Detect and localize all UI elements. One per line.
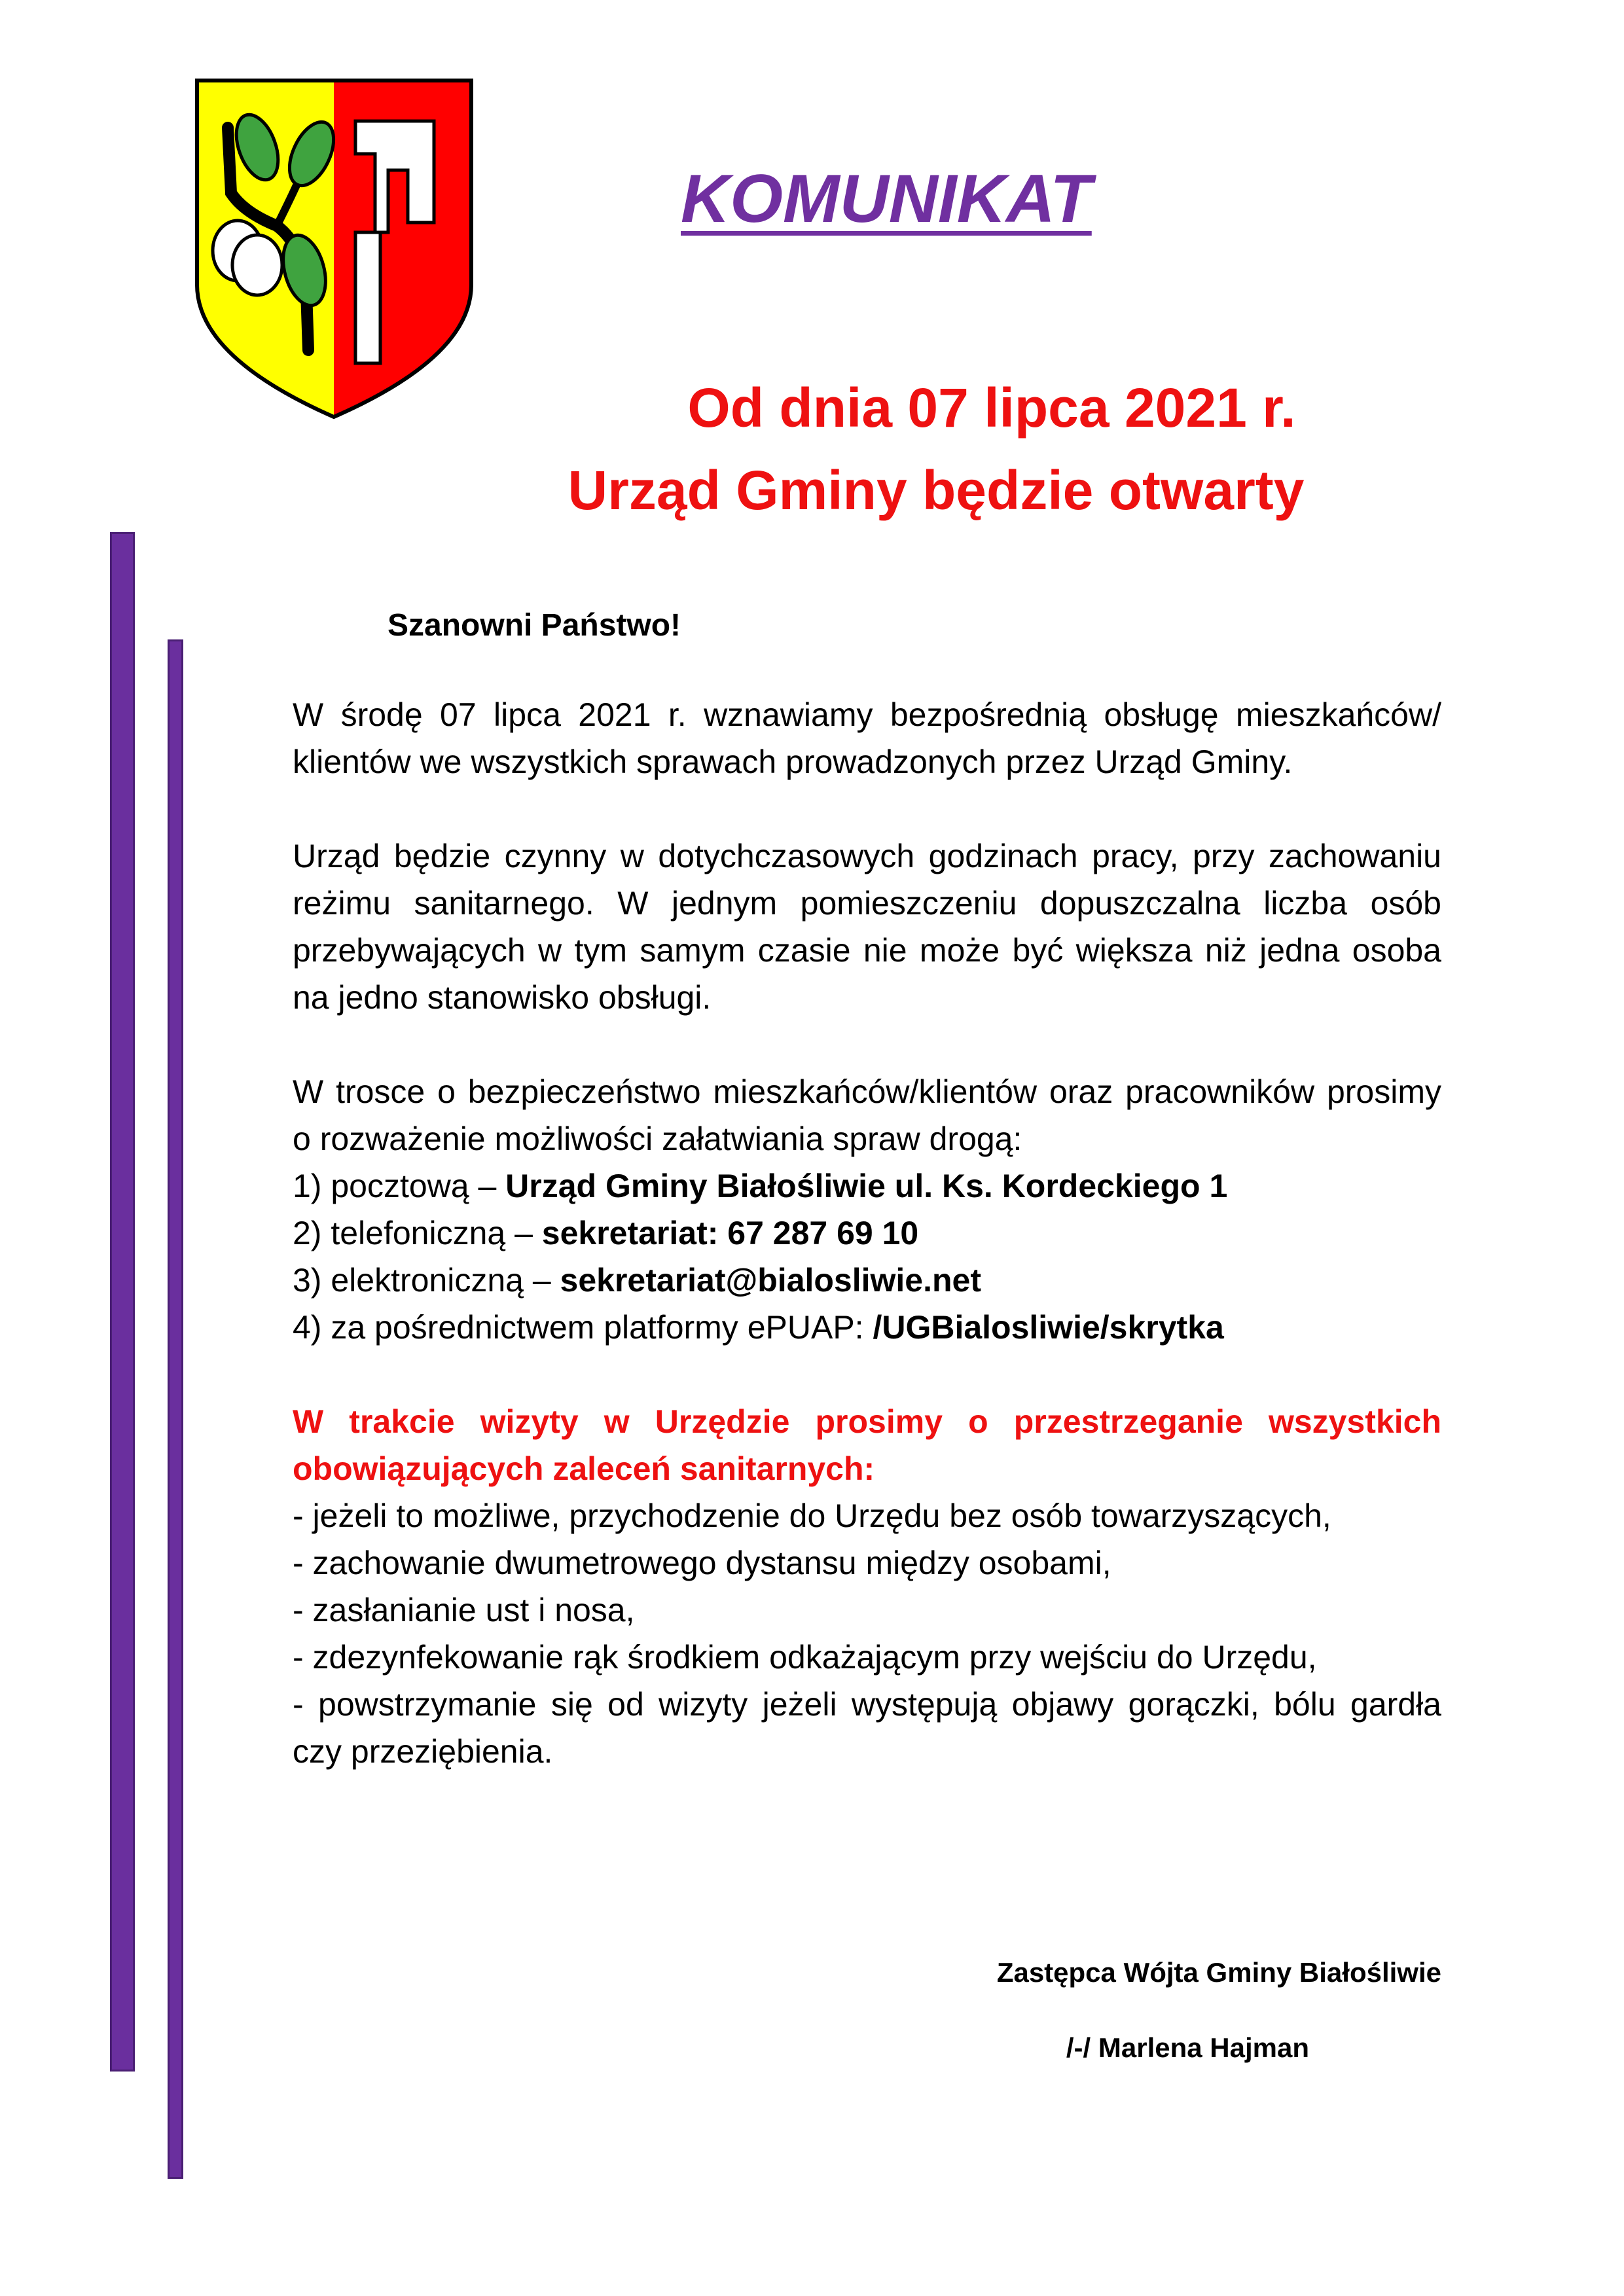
headline [458, 367, 1414, 531]
letter-body [293, 602, 1441, 1822]
decorative-bar-outer [110, 532, 135, 2072]
sanitary-item: - zasłanianie ust i nosa, [293, 1592, 635, 1628]
headline-line-2: Urząd Gminy będzie otwarty [568, 459, 1305, 521]
paragraph-reopening: W środę 07 lipca 2021 r. wznawiamy bezpośrednią obsługę mieszkańców/ klientów we wszystkich sprawach prowadzonych przez Urząd Gminy. [293, 696, 1441, 780]
contact-item: 3) elektroniczną – sekretariat@bialosliwie.net [293, 1262, 982, 1299]
sanitary-heading: W trakcie wizyty w Urzędzie prosimy o przestrzeganie wszystkich obowiązujących zaleceń sanitarnych: [293, 1403, 1441, 1487]
page-title: KOMUNIKAT [681, 161, 1092, 237]
sanitary-item: - zdezynfekowanie rąk środkiem odkażającym przy wejściu do Urzędu, [293, 1639, 1317, 1676]
sanitary-item: - powstrzymanie się od wizyty jeżeli występują objawy gorączki, bólu gardła czy przeziębienia. [293, 1686, 1441, 1770]
headline-line-1: Od dnia 07 lipca 2021 r. [687, 377, 1296, 439]
contact-item: 2) telefoniczną – sekretariat: 67 287 69 10 [293, 1215, 919, 1251]
sanitary-item: - zachowanie dwumetrowego dystansu między osobami, [293, 1545, 1111, 1581]
contact-item: 1) pocztową – Urząd Gminy Białośliwie ul. Ks. Kordeckiego 1 [293, 1168, 1228, 1204]
decorative-bar-inner [168, 639, 183, 2179]
coat-of-arms-logo [192, 75, 477, 422]
contact-item: 4) za pośrednictwem platformy ePUAP: /UGBialosliwie/skrytka [293, 1309, 1224, 1346]
greeting: Szanowni Państwo! [388, 608, 681, 643]
contacts-intro: W trosce o bezpieczeństwo mieszkańców/klientów oraz pracowników prosimy o rozważenie możliwości załatwiania spraw drogą: [293, 1073, 1441, 1157]
signature-name: /-/ Marlena Hajman [1066, 2032, 1309, 2063]
paragraph-hours: Urząd będzie czynny w dotychczasowych godzinach pracy, przy zachowaniu reżimu sanitarnego. W jednym pomieszczeniu dopuszczalna liczba osób przebywających w tym samym czasie nie może być większa niż jedna osoba na jedno stanowisko obsługi. [293, 838, 1441, 1016]
sanitary-item: - jeżeli to możliwe, przychodzenie do Urzędu bez osób towarzyszących, [293, 1498, 1331, 1534]
paragraph-sanitary [293, 1398, 1441, 1775]
signature-position: Zastępca Wójta Gminy Białośliwie [996, 1957, 1441, 1988]
paragraph-contacts [293, 1068, 1441, 1351]
